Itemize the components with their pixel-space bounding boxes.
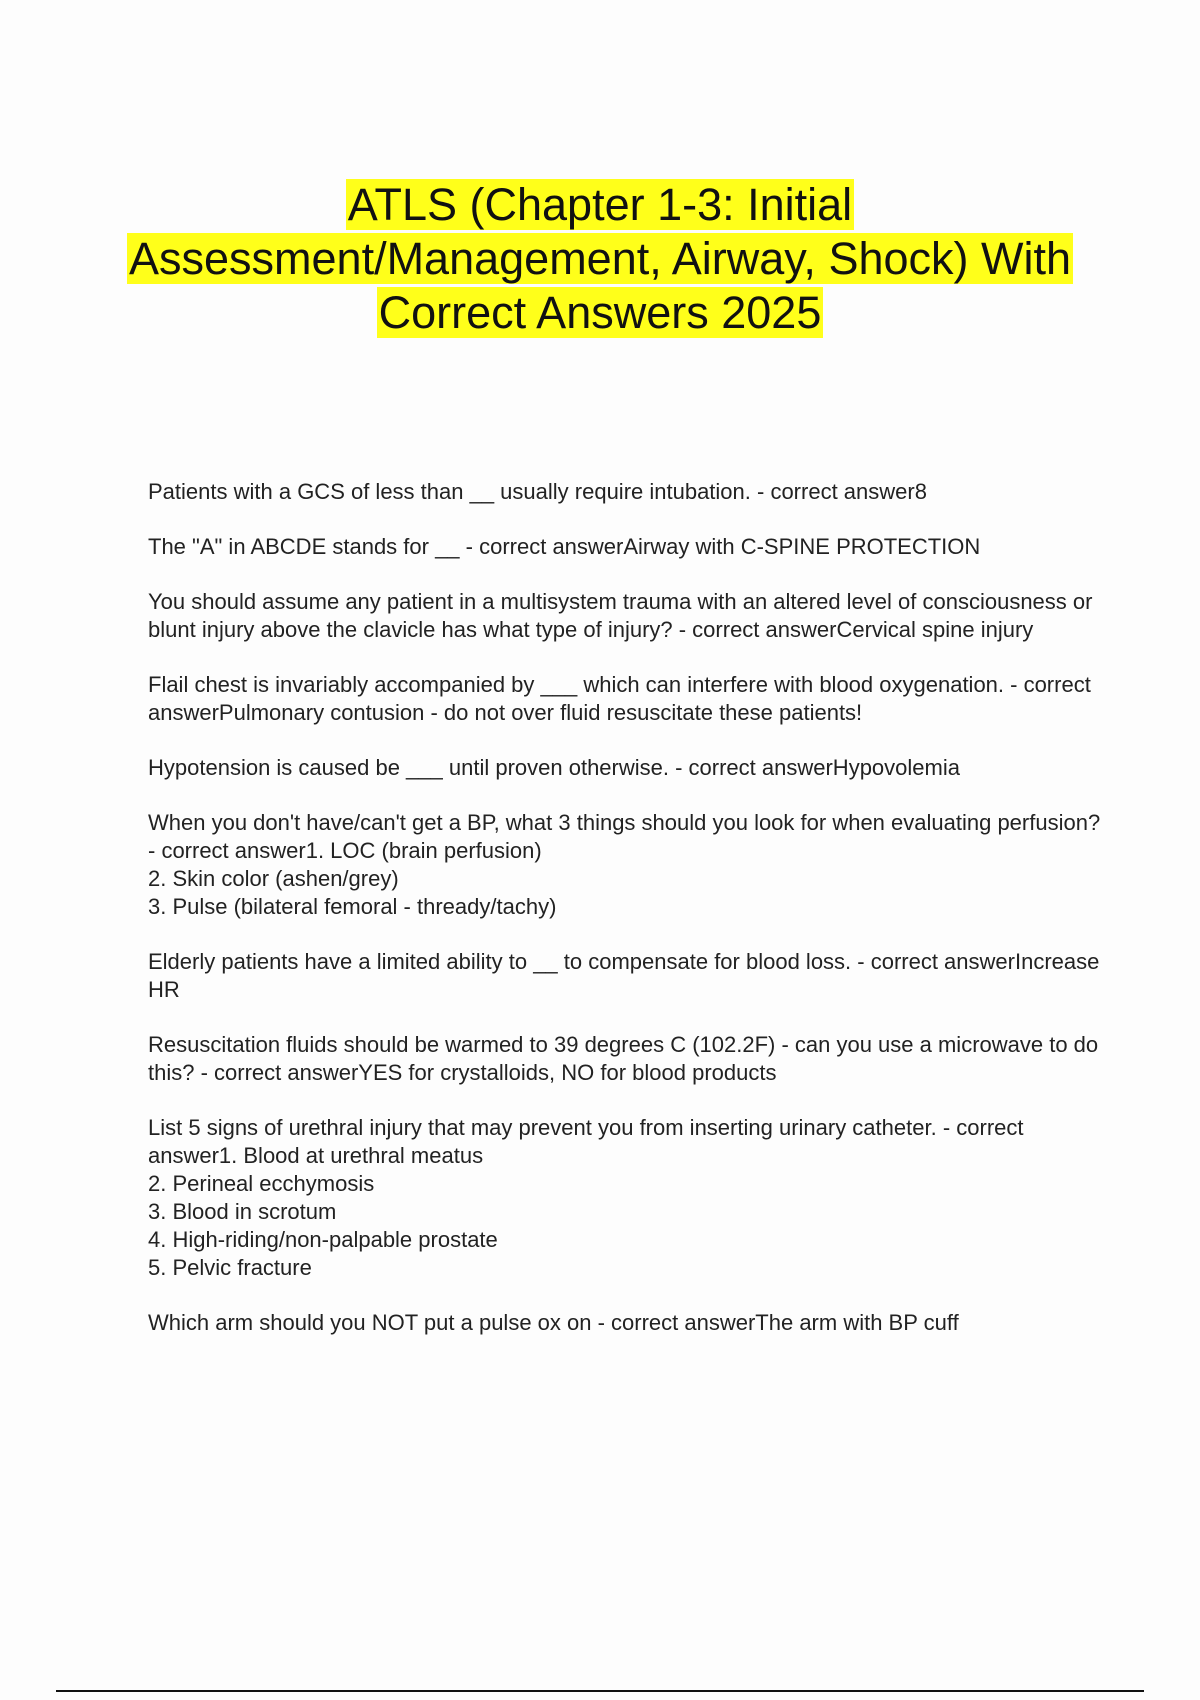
page-title: ATLS (Chapter 1-3: Initial Assessment/Management, Airway, Shock) With Correct Answers 2025 [128, 179, 1071, 338]
qa-item-3 [148, 588, 1108, 644]
qa-item-5 [148, 754, 1108, 782]
qa-item-6 [148, 809, 1108, 921]
qa-item-7 [148, 948, 1108, 1004]
qa-text: Resuscitation fluids should be warmed to 39 degrees C (102.2F) - can you use a microwave to do this? - correct answerYES for crystalloids, NO for blood products [148, 1032, 1099, 1085]
qa-item-8 [148, 1031, 1108, 1087]
qa-text: When you don't have/can't get a BP, what 3 things should you look for when evaluating perfusion? - correct answer1. LOC (brain perfusion) 2. Skin color (ashen/grey) 3. Pulse (bilateral femoral - thready/tachy) [148, 810, 1101, 919]
qa-text: List 5 signs of urethral injury that may prevent you from inserting urinary catheter. - correct answer1. Blood at urethral meatus 2. Perineal ecchymosis 3. Blood in scrotum 4. High-riding/non-palpable prostate 5. Pelvic fracture [148, 1115, 1024, 1280]
qa-text: Patients with a GCS of less than __ usually require intubation. - correct answer8 [148, 479, 927, 504]
qa-list [148, 478, 1108, 1364]
page-bottom-divider [56, 1690, 1144, 1692]
qa-item-4 [148, 671, 1108, 727]
qa-item-2 [148, 533, 1108, 561]
qa-item-1 [148, 478, 1108, 506]
qa-text: Elderly patients have a limited ability to __ to compensate for blood loss. - correct answerIncrease HR [148, 949, 1100, 1002]
qa-item-10 [148, 1309, 1108, 1337]
qa-text: Flail chest is invariably accompanied by ___ which can interfere with blood oxygenation. - correct answerPulmonary contusion - do not over fluid resuscitate these patients! [148, 672, 1091, 725]
qa-item-9 [148, 1114, 1108, 1282]
title-block [100, 178, 1100, 340]
qa-text: Which arm should you NOT put a pulse ox on - correct answerThe arm with BP cuff [148, 1310, 959, 1335]
qa-text: The "A" in ABCDE stands for __ - correct answerAirway with C-SPINE PROTECTION [148, 534, 981, 559]
qa-text: You should assume any patient in a multisystem trauma with an altered level of consciousness or blunt injury above the clavicle has what type of injury? - correct answerCervical spine injury [148, 589, 1093, 642]
qa-text: Hypotension is caused be ___ until proven otherwise. - correct answerHypovolemia [148, 755, 960, 780]
